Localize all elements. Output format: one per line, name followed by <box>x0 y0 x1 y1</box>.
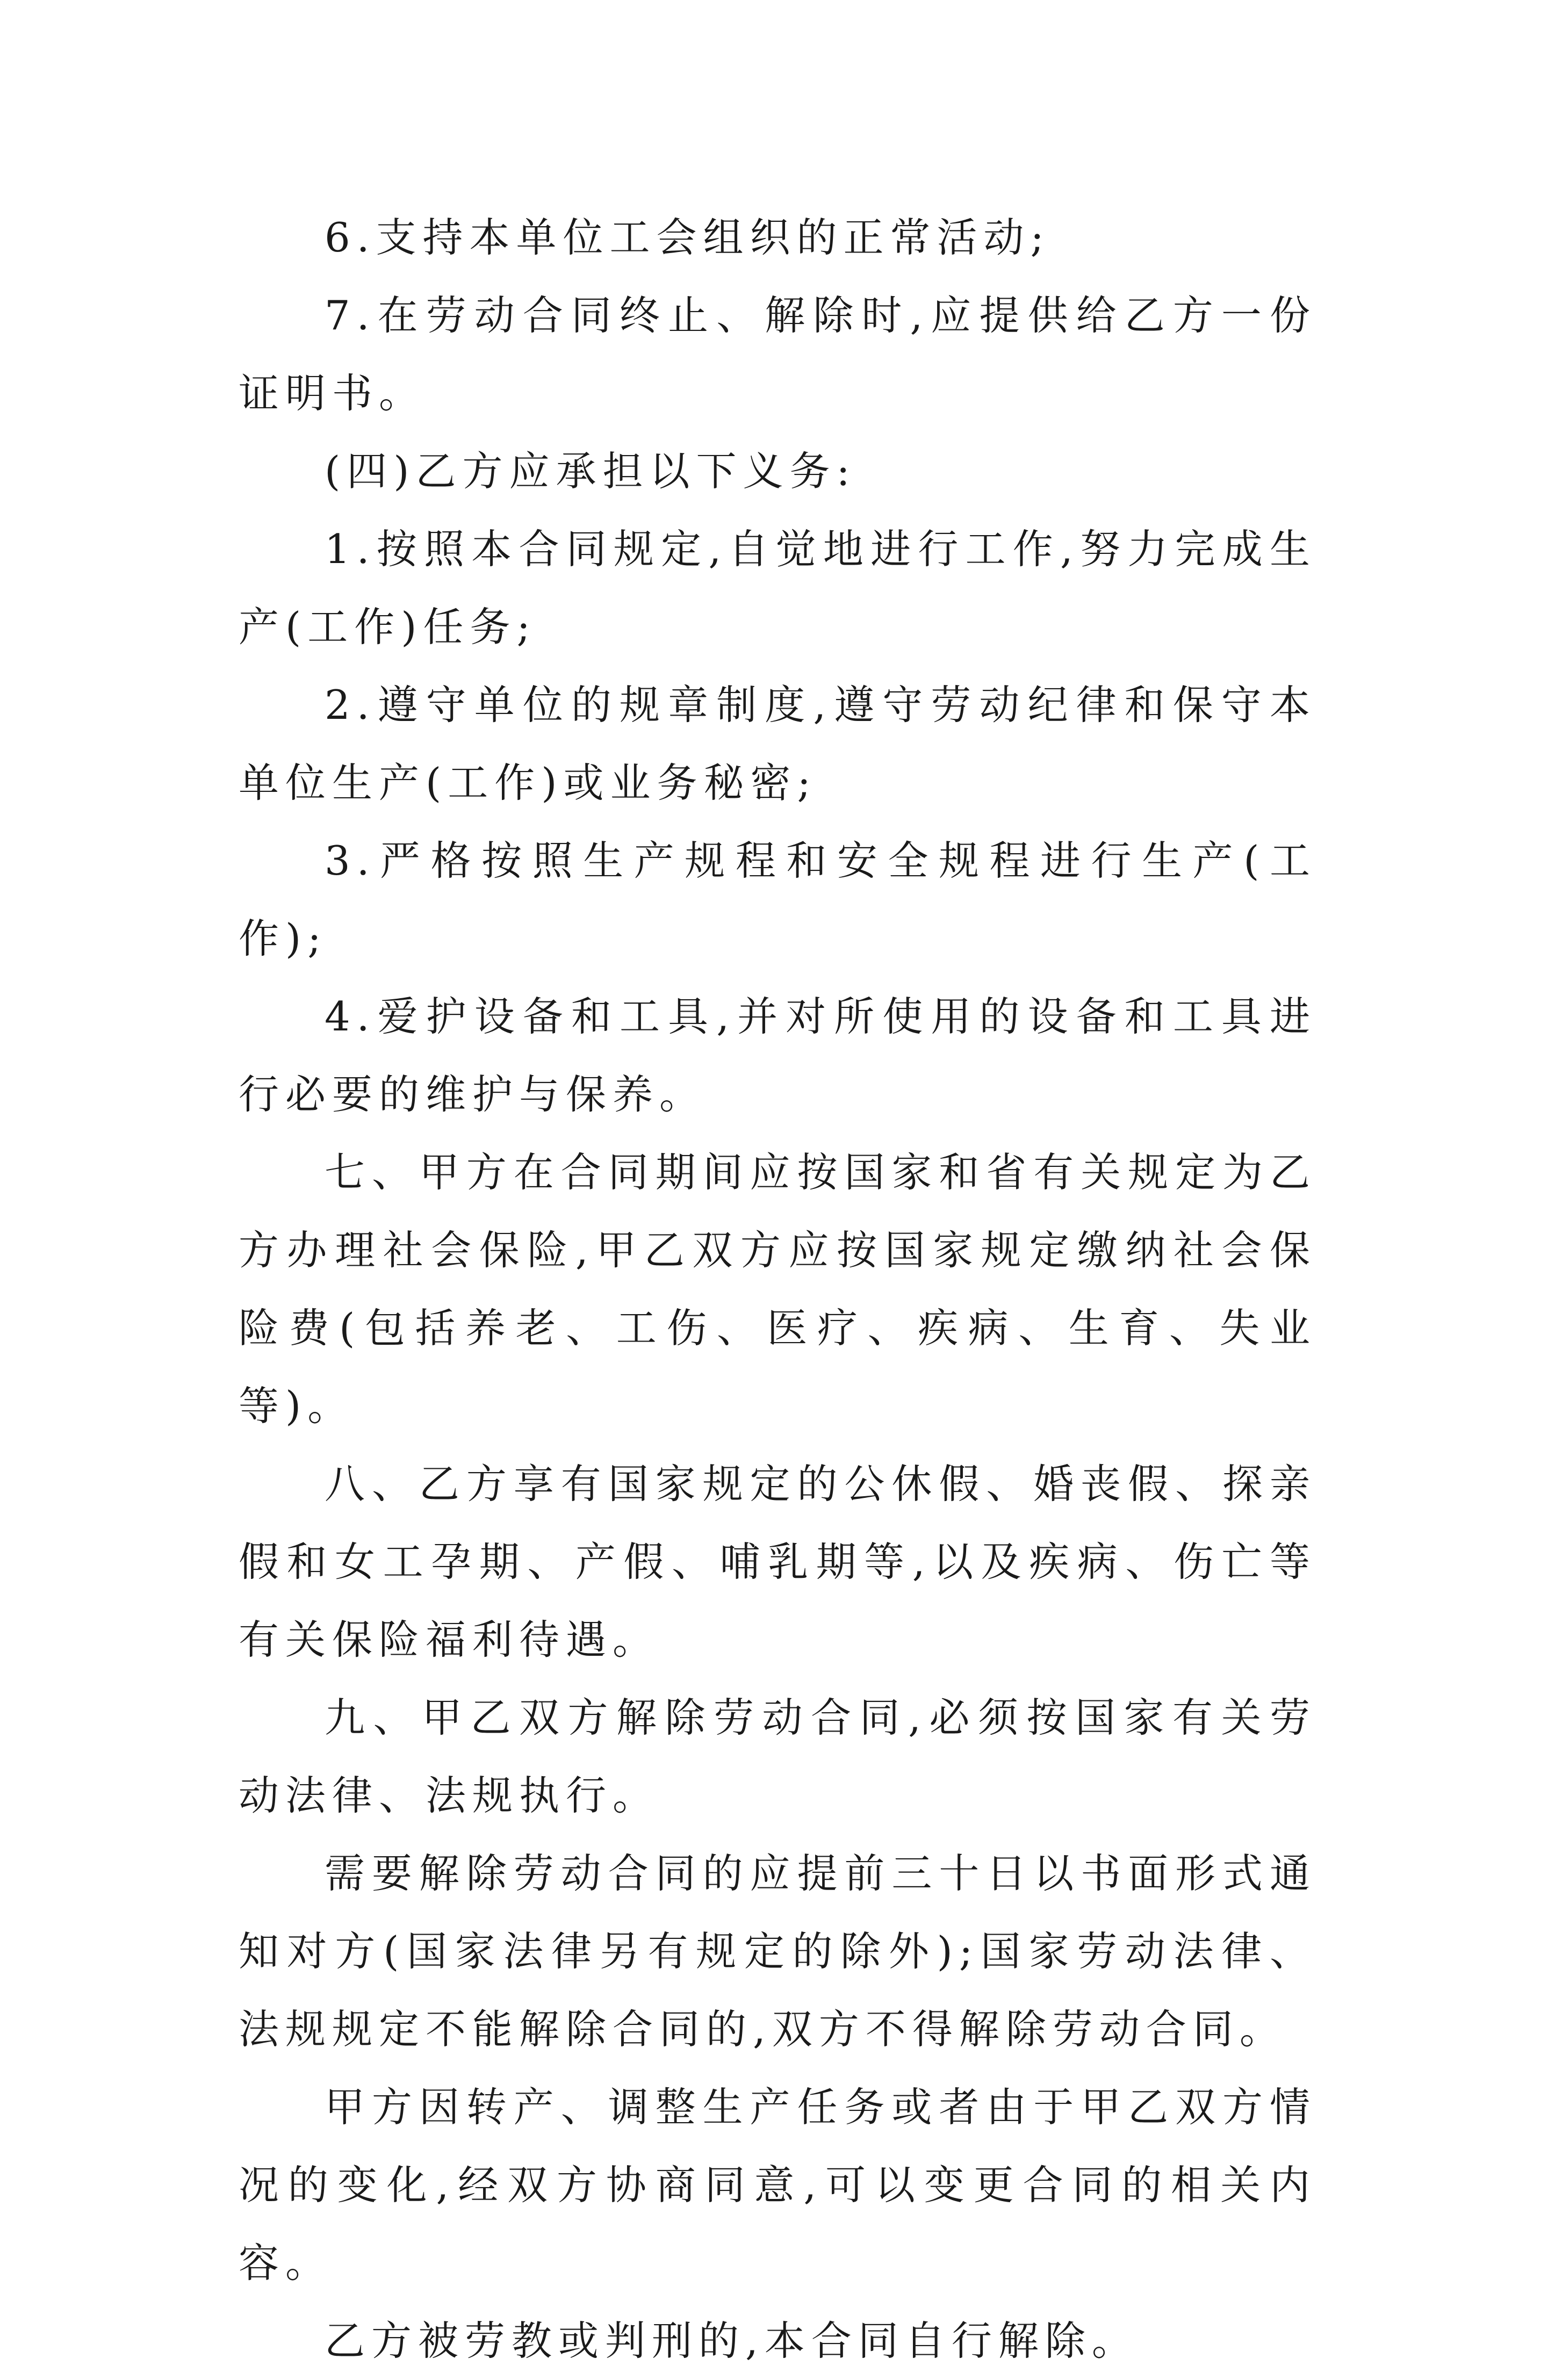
paragraph: 七、甲方在合同期间应按国家和省有关规定为乙方办理社会保险,甲乙双方应按国家规定缴纳社会保险费(包括养老、工伤、医疗、疾病、生育、失业等)。 <box>239 1149 1316 1430</box>
paragraph: 九、甲乙双方解除劳动合同,必须按国家有关劳动法律、法规执行。 <box>239 1694 1316 1819</box>
paragraph: 需要解除劳动合同的应提前三十日以书面形式通知对方(国家法律另有规定的除外);国家劳动法律、法规规定不能解除合同的,双方不得解除劳动合同。 <box>239 1850 1316 2053</box>
paragraph: (四)乙方应承担以下义务: <box>325 448 856 495</box>
paragraph: 7.在劳动合同终止、解除时,应提供给乙方一份证明书。 <box>239 292 1316 417</box>
paragraph: 2.遵守单位的规章制度,遵守劳动纪律和保守本单位生产(工作)或业务秘密; <box>239 681 1316 806</box>
document-body <box>239 199 1316 2380</box>
paragraph: 3.严格按照生产规程和安全规程进行生产(工作); <box>239 837 1316 962</box>
paragraph: 乙方被劳教或判刑的,本合同自行解除。 <box>325 2317 1139 2364</box>
paragraph: 甲方因转产、调整生产任务或者由于甲乙双方情况的变化,经双方协商同意,可以变更合同的相关内容。 <box>239 2083 1316 2287</box>
paragraph: 6.支持本单位工会组织的正常活动; <box>325 214 1050 261</box>
paragraph: 4.爱护设备和工具,并对所使用的设备和工具进行必要的维护与保养。 <box>239 993 1316 1118</box>
paragraph: 八、乙方享有国家规定的公休假、婚丧假、探亲假和女工孕期、产假、哺乳期等,以及疾病、伤亡等有关保险福利待遇。 <box>239 1460 1316 1663</box>
paragraph: 1.按照本合同规定,自觉地进行工作,努力完成生产(工作)任务; <box>239 525 1316 651</box>
